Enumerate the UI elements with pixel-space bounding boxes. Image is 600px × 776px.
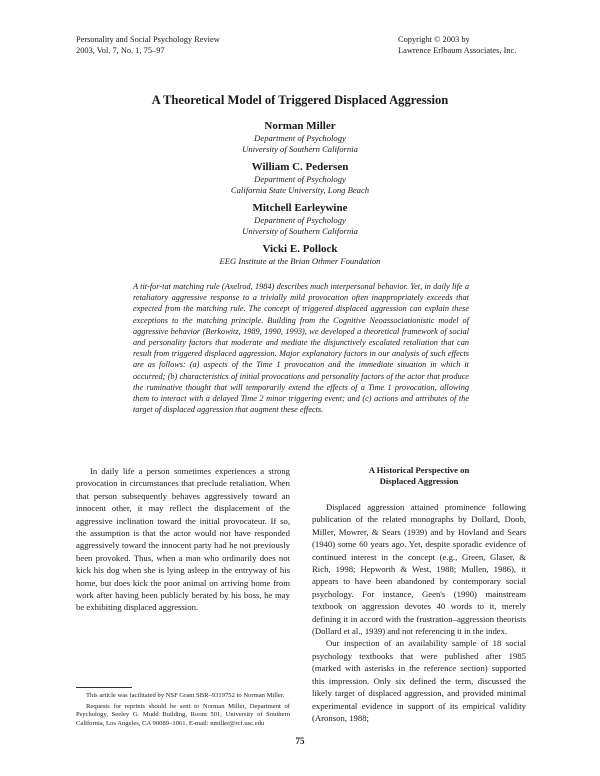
body-paragraph: Displaced aggression attained prominence following publication of the related monographs by Dollard, Doob, Miller, Mowrer, & Sears (1939) and by Hovland and Sears (1940) some 60 years ago. Yet, despite sporadic evidence of continued interest in the concept (e.g., Green, Glaser, & Rich, 1998; Hepworth & West, 1988; Mullen, 1986), it appears to have been abandoned by contemporary social psychology. For instance, Geen's (1990) mainstream textbook on aggression devotes 40 words to it, merely defining it in accord with the frustration–aggression theorists (Dollard et al., 1939) and not referencing it in the index. xyxy=(312,502,526,637)
footnote-divider xyxy=(76,687,132,688)
author-department: Department of Psychology xyxy=(254,215,346,225)
intro-paragraph: In daily life a person sometimes experiences a strong provocation in circumstances that preclude retaliation. When that person subsequently behaves aggressively toward an innocent other, it may reflect the displacement of the aggressive inclination toward the initial provocateur. If so, the assumption is that the actor would not have responded aggressively toward the innocent party had he not previously been provoked. Thus, when a man who ordinarily does not kick his dog when she is lying asleep in the entryway of his home, but does kick the poor animal on arriving home from work after having been publicly berated by his boss, he may be exhibiting displaced aggression. xyxy=(76,466,290,613)
footnotes xyxy=(76,692,290,730)
reprint-note: Requests for reprints should be sent to Norman Miller, Department of Psychology, Seeley G. Mudd Building, Room 501, University of Southern California, Los Angeles, CA 90089–1061. E-mail: nmiller@rcf.usc.edu xyxy=(76,702,290,727)
author xyxy=(0,243,600,267)
copyright-line: Copyright © 2003 by xyxy=(398,35,470,44)
author-name: William C. Pedersen xyxy=(251,161,349,173)
author xyxy=(0,202,600,237)
abstract: A tit-for-tat matching rule (Axelrod, 1984) describes much interpersonal behavior. Yet, in daily life a retaliatory aggressive response to a trivially mild provocation often inappropriately exceeds that expected from the matching rule. The concept of triggered displaced aggression can explain these exceptions to the matching principle. Building from the Cognitive Neoassociationistic model of aggressive behavior (Berkowitz, 1989, 1990, 1993), we developed a theoretical framework of social and personality factors that moderate and mediate the disjunctively escalated retaliation that can result from triggered displaced aggression. Major explanatory factors in our analysis of such effects are as follows: (a) aspects of the Time 1 provocation and the immediate situation in which it occurred; (b) characteristics of initial provocations and personality factors of the actor that produce the ruminative thought that will temporarily extend the effects of a Time 1 provocation, allowing them to interact with a delayed Time 2 minor triggering event; and (c) actions and attributes of the target of displaced aggression that augment these effects. xyxy=(133,282,469,415)
author xyxy=(0,120,600,155)
left-column xyxy=(76,465,290,614)
journal-name: Personality and Social Psychology Review xyxy=(76,35,220,44)
author-institution: California State University, Long Beach xyxy=(230,185,370,195)
author xyxy=(0,161,600,196)
journal-header xyxy=(76,35,220,56)
author-institution: University of Southern California xyxy=(242,226,358,236)
author-department: Department of Psychology xyxy=(254,133,346,143)
author-name: Mitchell Earleywine xyxy=(252,202,348,214)
section-heading-line: A Historical Perspective on xyxy=(368,465,470,475)
section-heading-line: Displaced Aggression xyxy=(379,476,459,486)
author-name: Vicki E. Pollock xyxy=(262,243,338,255)
section-heading xyxy=(312,465,526,487)
right-column xyxy=(312,465,526,724)
copyright-header xyxy=(398,35,516,56)
author-department: Department of Psychology xyxy=(254,174,346,184)
page-number: 75 xyxy=(295,736,305,746)
article-title: A Theoretical Model of Triggered Displaced Aggression xyxy=(151,93,449,107)
author-institution: University of Southern California xyxy=(242,144,358,154)
author-block xyxy=(0,120,600,273)
body-paragraph: Our inspection of an availability sample of 18 social psychology textbooks that were published after 1985 (marked with asterisks in the reference section) supported this impression. Only six defined the term, discussed the likely target of displaced aggression, and provided minimal experimental evidence in support of its empirical validity (Aronson, 1988; xyxy=(312,638,526,723)
publisher-line: Lawrence Erlbaum Associates, Inc. xyxy=(398,45,517,55)
journal-volume: 2003, Vol. 7, No. 1, 75–97 xyxy=(76,45,165,55)
author-institution: EEG Institute at the Brian Othmer Foundation xyxy=(219,256,381,266)
author-name: Norman Miller xyxy=(264,120,336,132)
funding-note: This article was facilitated by NSF Grant SBR–9319752 to Norman Miller. xyxy=(86,692,285,699)
